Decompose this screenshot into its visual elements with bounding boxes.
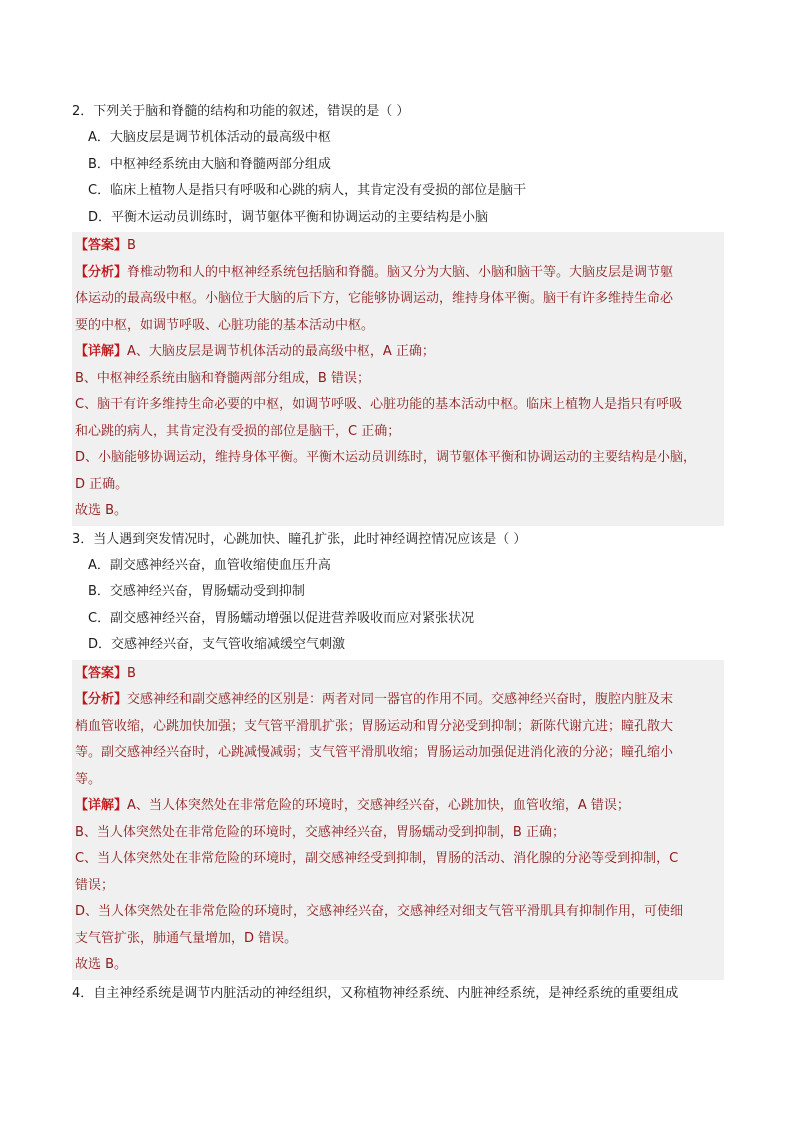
detail-line: D 正确。 [75,476,129,492]
option-a: A．大脑皮层是调节机体活动的最高级中枢 [88,130,331,145]
detail-line: C、脑干有许多维持生命必要的中枢，如调节呼吸、心脏功能的基本活动中枢。临床上植物人是指只有呼吸 [75,397,683,412]
analysis-line: 梢血管收缩，心跳加快加强；支气管平滑肌扩张；胃肠运动和胃分泌受到抑制；新陈代谢亢进；瞳孔散大 [75,718,674,734]
question-stem: 2．下列关于脑和脊髓的结构和功能的叙述，错误的是（ ） [72,104,410,119]
detail-tag: 【详解】 [75,344,128,359]
detail-line: 和心跳的病人，其肯定没有受损的部位是脑干，C 正确； [75,423,401,439]
analysis-line [75,687,722,714]
answer-line [75,661,722,688]
detail-line: 支气管扩张，肺通气量增加，D 错误。 [75,930,298,946]
question-3 [72,526,724,980]
detail-line: D、小脑能够协调运动，维持身体平衡。平衡木运动员训练时，调节躯体平衡和协调运动的主要结构是小脑， [75,450,697,465]
question-stem: 3．当人遇到突发情况时，心跳加快、瞳孔扩张，此时神经调控情况应该是（ ） [72,531,527,547]
detail-line [75,793,722,820]
answer-tag: 【答案】 [75,238,128,253]
option-list [72,553,724,659]
analysis-line: 要的中枢，如调节呼吸、心脏功能的基本活动中枢。 [75,317,375,333]
option-d: D．平衡木运动员训练时，调节躯体平衡和协调运动的主要结构是小脑 [88,209,489,225]
option-list [72,125,724,231]
analysis-tag: 【分析】 [75,264,128,280]
answer-tag: 【答案】 [75,665,128,681]
detail-line: B、当人体突然处在非常危险的环境时，交感神经兴奋，胃肠蠕动受到抑制，B 正确； [75,824,565,840]
answer-line [75,233,722,260]
analysis-text: 交感神经和副交感神经的区别是：两者对同一器官的作用不同。交感神经兴奋时，腹腔内脏及末 [127,692,674,707]
document-page [72,98,724,1007]
option-c: C．副交感神经兴奋，胃肠蠕动增强以促进营养吸收而应对紧张状况 [88,610,475,626]
question-4-stem: 4．自主神经系统是调节内脏活动的神经组织，又称植物神经系统、内脏神经系统，是神经系统的重要组成 [72,985,679,1001]
detail-line: 错误； [75,877,115,893]
option-c: C．临床上植物人是指只有呼吸和心跳的病人，其肯定没有受损的部位是脑干 [88,183,527,198]
option-b: B．中枢神经系统由大脑和脊髓两部分组成 [88,156,331,172]
analysis-text: 脊椎动物和人的中枢神经系统包括脑和脊髓。脑又分为大脑、小脑和脑干等。大脑皮层是调节躯 [127,264,674,280]
detail-line: D、当人体突然处在非常危险的环境时，交感神经兴奋，交感神经对细支气管平滑肌具有抑制作用，可使细 [75,904,684,919]
answer-explanation-block [72,660,724,980]
question-2 [72,98,724,526]
conclusion-line: 故选 B。 [75,503,128,518]
analysis-tag: 【分析】 [75,692,128,707]
analysis-line: 体运动的最高级中枢。小脑位于大脑的后下方，它能够协调运动，维持身体平衡。脑干有许多维持生命必 [75,291,674,306]
detail-tag: 【详解】 [75,798,128,813]
analysis-line: 等。 [75,771,102,787]
option-b: B．交感神经兴奋，胃肠蠕动受到抑制 [88,584,305,599]
answer-value: B [127,665,136,681]
answer-value: B [127,238,136,253]
detail-line: C、当人体突然处在非常危险的环境时，副交感神经受到抑制，胃肠的活动、消化腺的分泌等受到抑制，C [75,851,679,866]
detail-text: A、当人体突然处在非常危险的环境时，交感神经兴奋，心跳加快，血管收缩，A 错误； [127,798,630,813]
conclusion-line: 故选 B。 [75,957,128,972]
detail-line [75,339,722,366]
option-d: D．交感神经兴奋，支气管收缩减缓空气刺激 [88,637,346,652]
option-a: A．副交感神经兴奋，血管收缩使血压升高 [88,557,331,573]
detail-text: A、大脑皮层是调节机体活动的最高级中枢，A 正确； [127,344,435,359]
analysis-line: 等。副交感神经兴奋时，心跳减慢减弱；支气管平滑肌收缩；胃肠运动加强促进消化液的分泌；瞳孔缩小 [75,745,674,760]
analysis-line [75,260,722,287]
detail-line: B、中枢神经系统由脑和脊髓两部分组成，B 错误； [75,370,370,386]
answer-explanation-block [72,232,724,526]
